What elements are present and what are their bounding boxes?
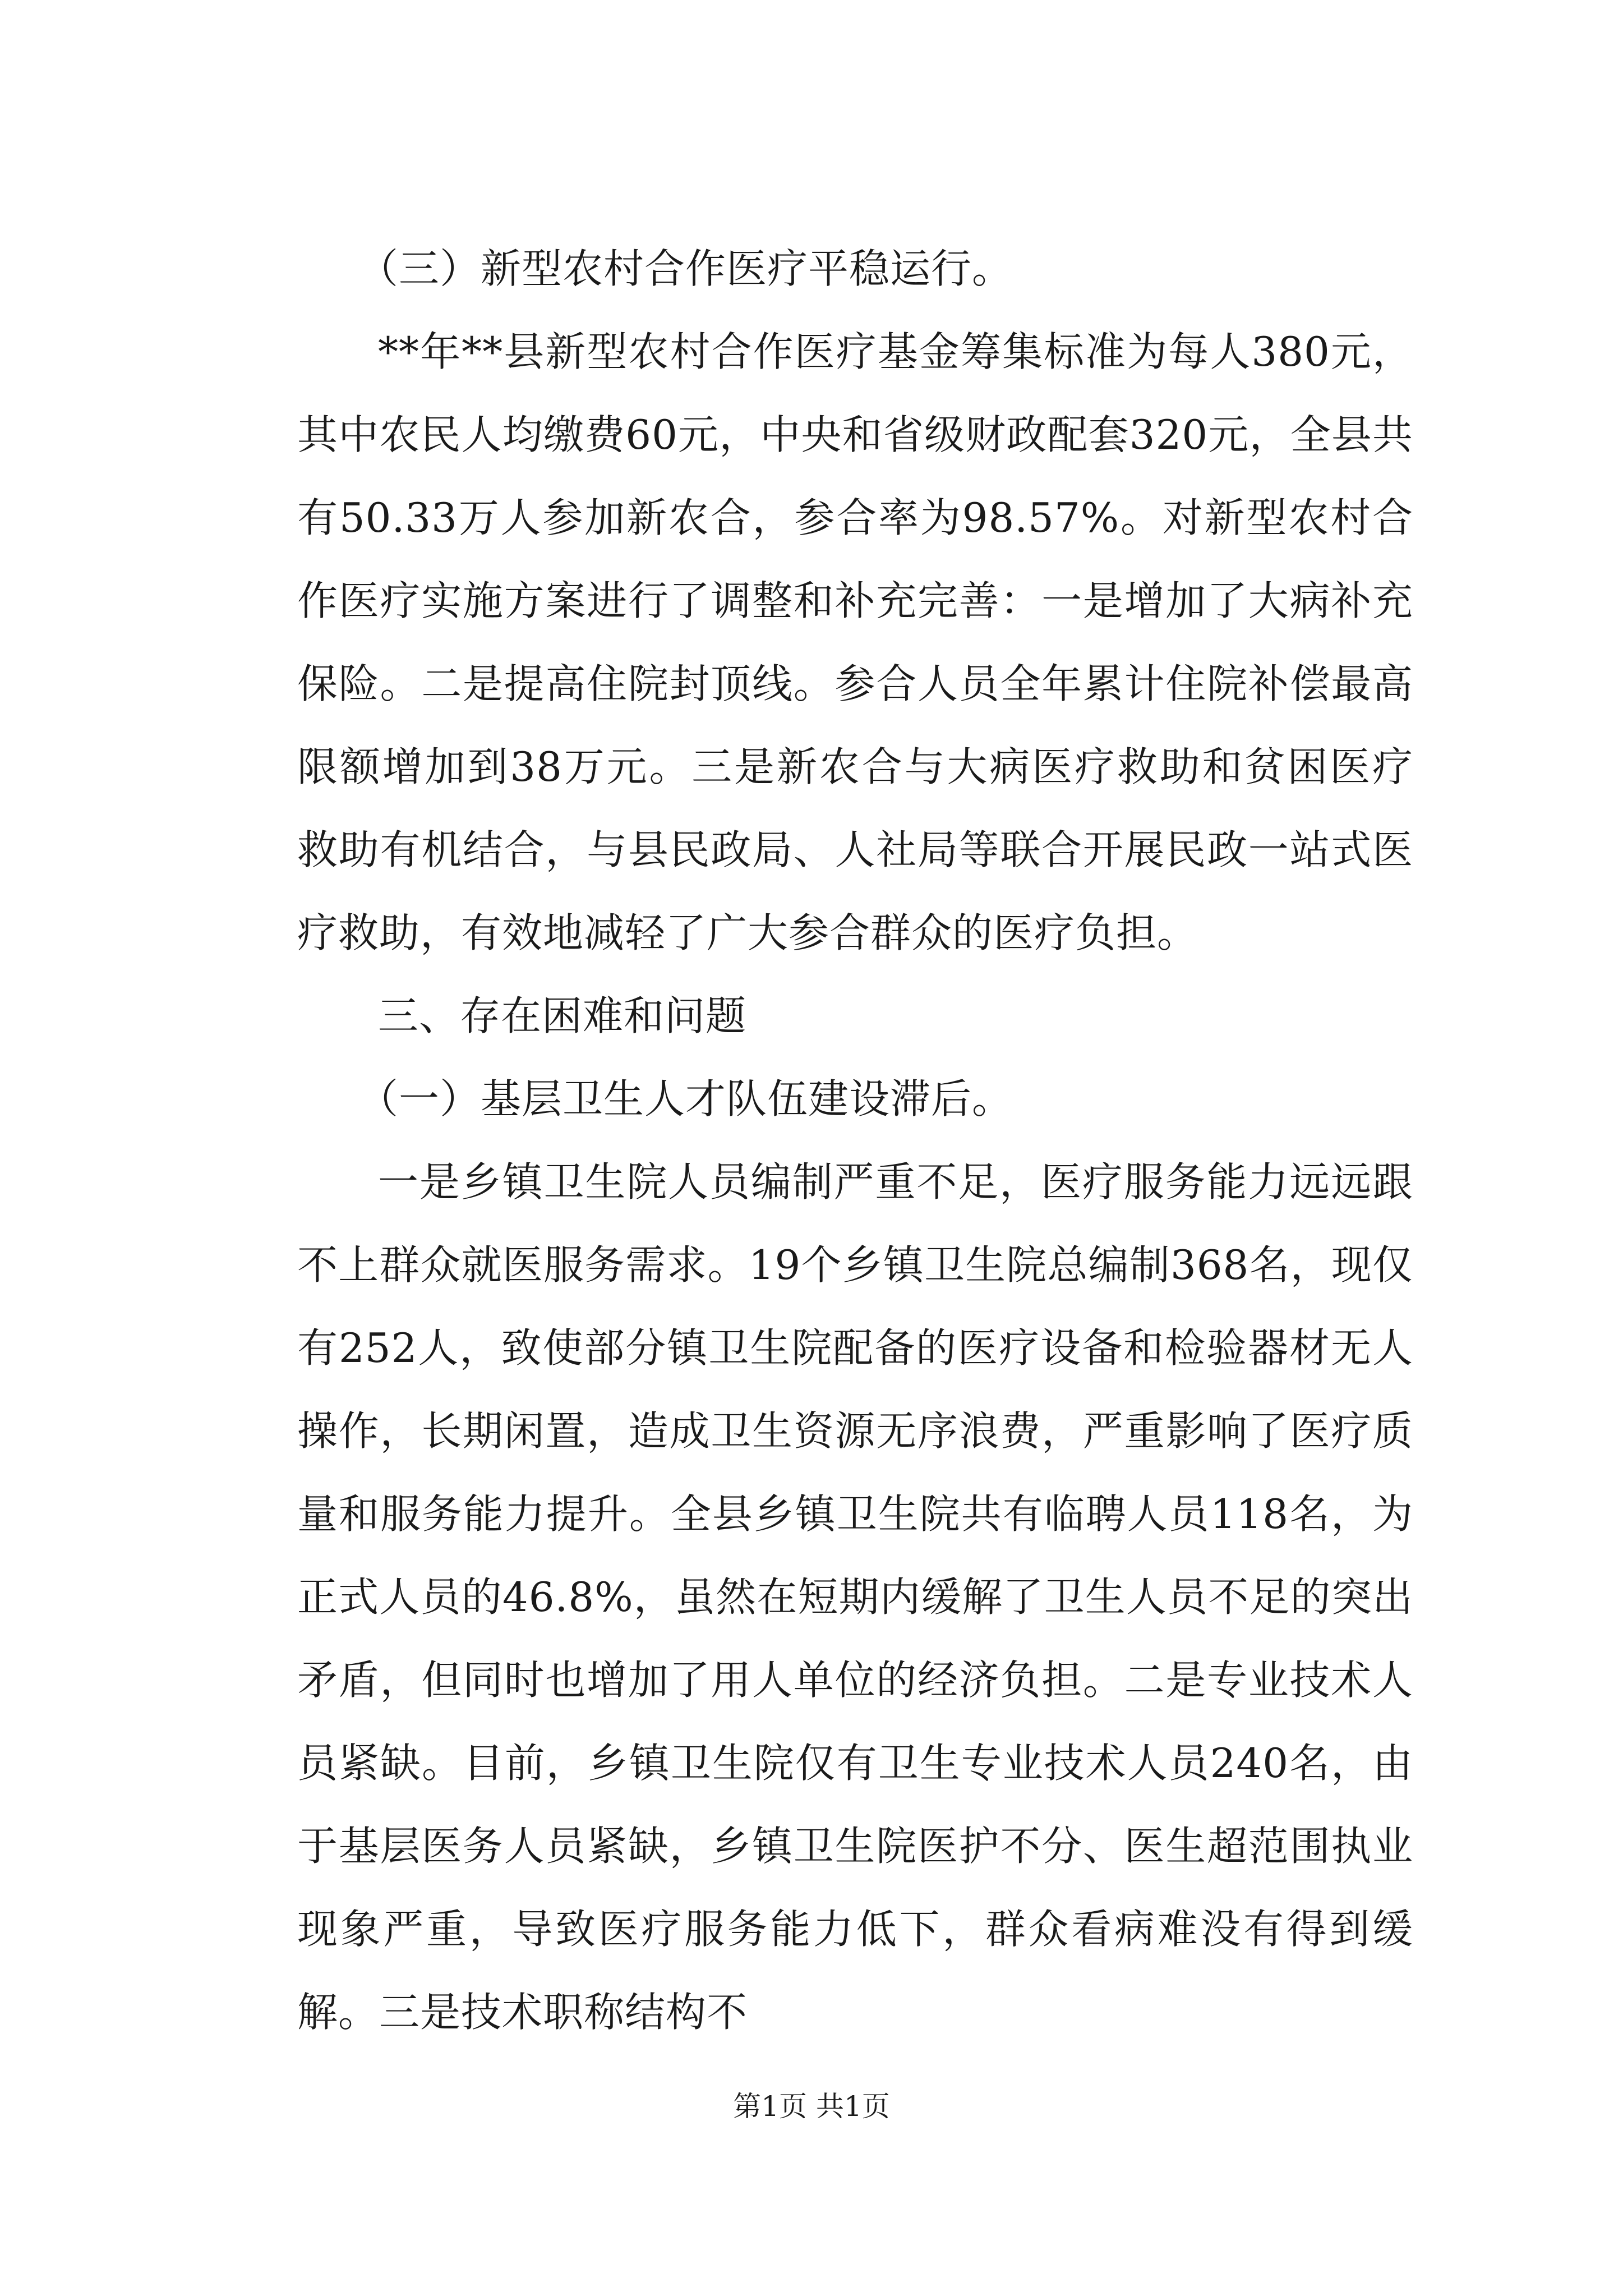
section-heading-problems: 三、存在困难和问题 bbox=[378, 992, 747, 1039]
body-paragraph-ncms: **年**县新型农村合作医疗基金筹集标准为每人380元，其中农民人均缴费60元，中央和省级财政配套320元，全县共有50.33万人参加新农合，参合率为98.57%。对新型农村合作医疗实施方案进行了调整和补充完善：一是增加了大病补充保险。二是提高住院封顶线。参合人员全年累计住院补偿最高限额增加到38万元。三是新农合与大病医疗救助和贫困医疗救助有机结合，与县民政局、人社局等联合开展民政一站式医疗救助，有效地减轻了广大参合群众的医疗负担。 bbox=[297, 328, 1413, 956]
body-paragraph-staffing: 一是乡镇卫生院人员编制严重不足，医疗服务能力远远跟不上群众就医服务需求。19个乡镇卫生院总编制368名，现仅有252人，致使部分镇卫生院配备的医疗设备和检验器材无人操作，长期闲置，造成卫生资源无序浪费，严重影响了医疗质量和服务能力提升。全县乡镇卫生院共有临聘人员118名，为正式人员的46.8%，虽然在短期内缓解了卫生人员不足的突出矛盾，但同时也增加了用人单位的经济负担。二是专业技术人员紧缺。目前，乡镇卫生院仅有卫生专业技术人员240名，由于基层医务人员紧缺，乡镇卫生院医护不分、医生超范围执业现象严重，导致医疗服务能力低下，群众看病难没有得到缓解。三是技术职称结构不 bbox=[297, 1158, 1413, 2036]
page-footer: 第1页 共1页 bbox=[733, 2090, 890, 2123]
document-body bbox=[297, 227, 1413, 2054]
section-subheading-3: （三）新型农村合作医疗平稳运行。 bbox=[358, 245, 1013, 292]
section-subheading-1: （一）基层卫生人才队伍建设滞后。 bbox=[358, 1075, 1013, 1122]
